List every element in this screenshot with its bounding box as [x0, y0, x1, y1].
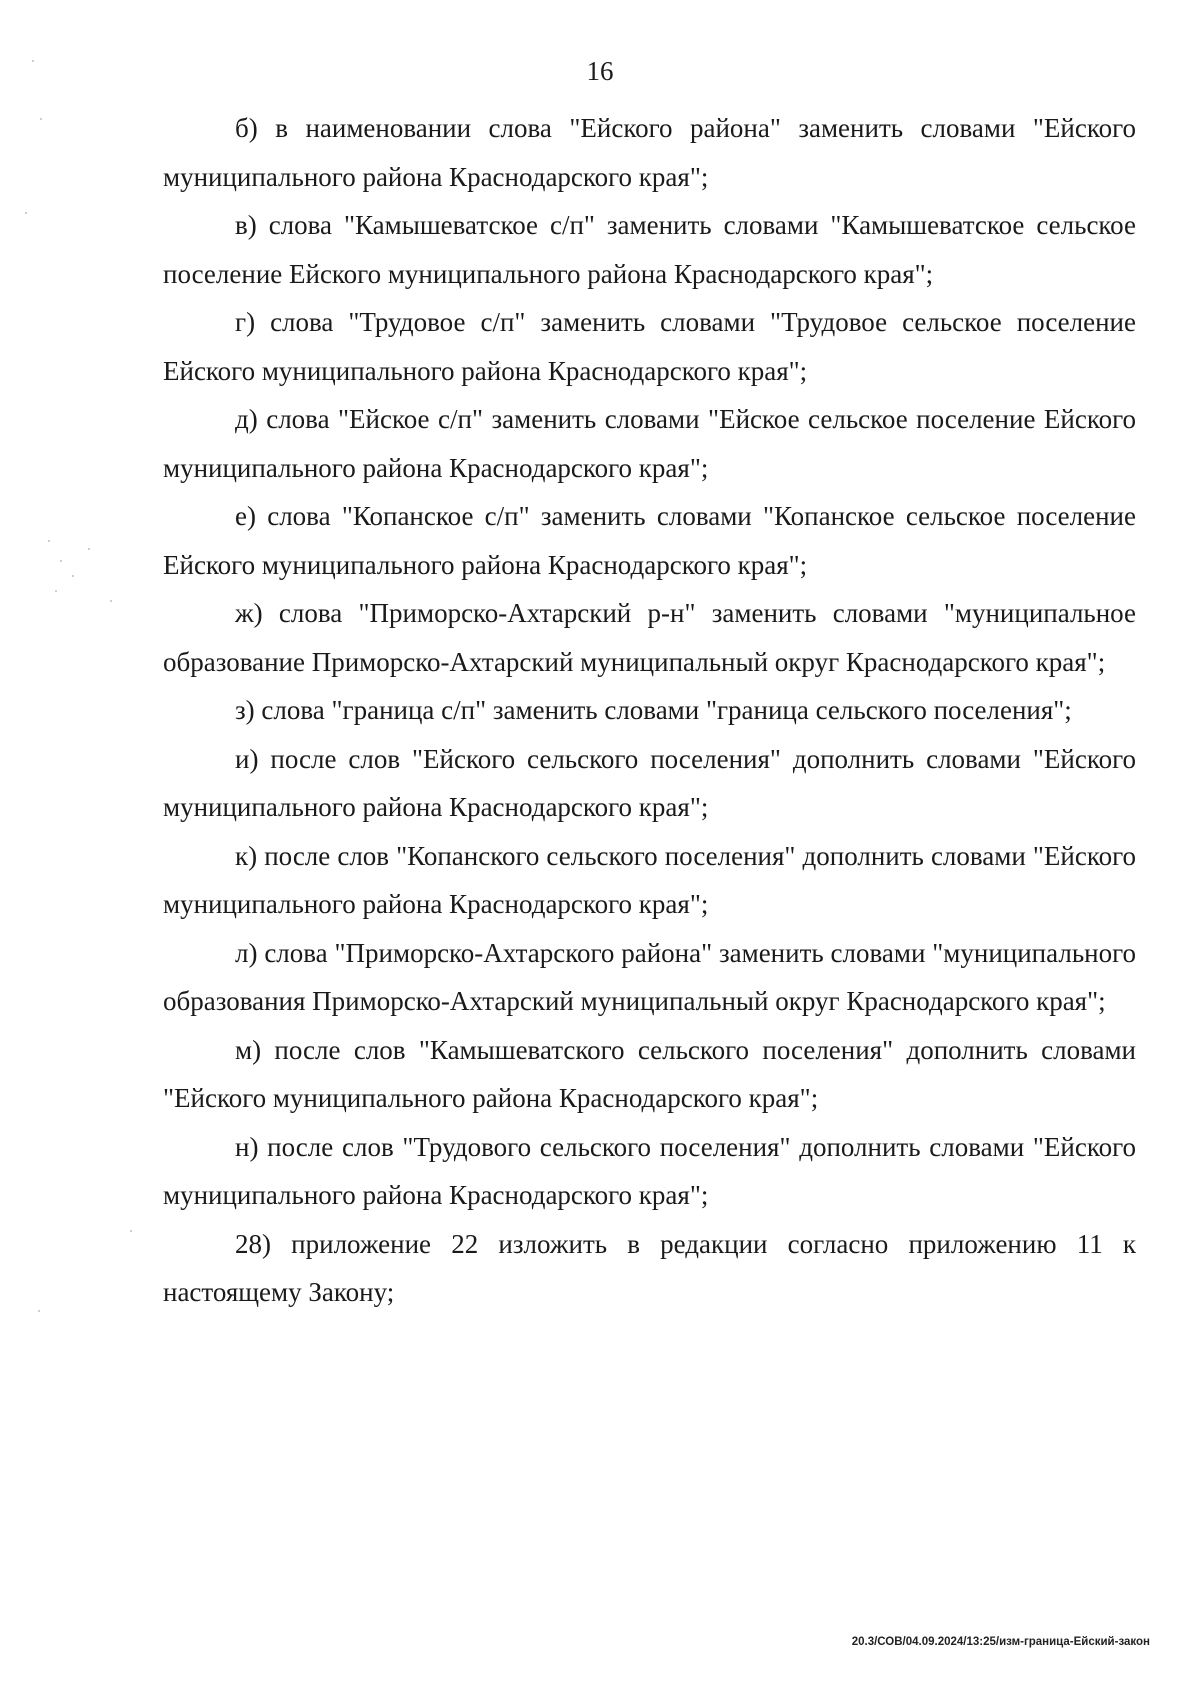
- paragraph-m: м) после слов "Камышеватского сельского поселения" дополнить словами "Ейского муниципального района Краснодарского края";: [163, 1034, 1136, 1113]
- paragraph-28: 28) приложение 22 изложить в редакции согласно приложению 11 к настоящему Закону;: [163, 1228, 1136, 1307]
- paragraph-e: е) слова "Копанское с/п" заменить словами "Копанское сельское поселение Ейского муниципального района Краснодарского края";: [163, 501, 1136, 580]
- paragraph-n: н) после слов "Трудового сельского поселения" дополнить словами "Ейского муниципального района Краснодарского края";: [163, 1131, 1136, 1210]
- paragraph-zh: ж) слова "Приморско-Ахтарский р-н" заменить словами "муниципальное образование Приморско-Ахтарский муниципальный округ Краснодарского края";: [163, 598, 1136, 677]
- document-body: [163, 104, 1136, 1317]
- paragraph-z: з) слова "граница с/п" заменить словами "граница сельского поселения";: [235, 695, 1072, 725]
- paragraph-k: к) после слов "Копанского сельского поселения" дополнить словами "Ейского муниципального района Краснодарского края";: [163, 840, 1136, 919]
- paragraph-d: д) слова "Ейское с/п" заменить словами "Ейское сельское поселение Ейского муниципального района Краснодарского края";: [163, 404, 1136, 483]
- paragraph-g: г) слова "Трудовое с/п" заменить словами "Трудовое сельское поселение Ейского муниципального района Краснодарского края";: [163, 307, 1136, 386]
- paragraph-v: в) слова "Камышеватское с/п" заменить словами "Камышеватское сельское поселение Ейского муниципального района Краснодарского края";: [163, 210, 1136, 289]
- paragraph-l: л) слова "Приморско-Ахтарского района" заменить словами "муниципального образования Приморско-Ахтарский муниципальный округ Краснодарского края";: [163, 937, 1136, 1016]
- paragraph-b: б) в наименовании слова "Ейского района" заменить словами "Ейского муниципального района Краснодарского края";: [163, 113, 1136, 192]
- page-number: 16: [586, 56, 614, 86]
- document-footer-code: 20.3/СОВ/04.09.2024/13:25/изм-граница-Ейский-закон: [851, 1636, 1150, 1648]
- paragraph-i: и) после слов "Ейского сельского поселения" дополнить словами "Ейского муниципального района Краснодарского края";: [163, 743, 1136, 822]
